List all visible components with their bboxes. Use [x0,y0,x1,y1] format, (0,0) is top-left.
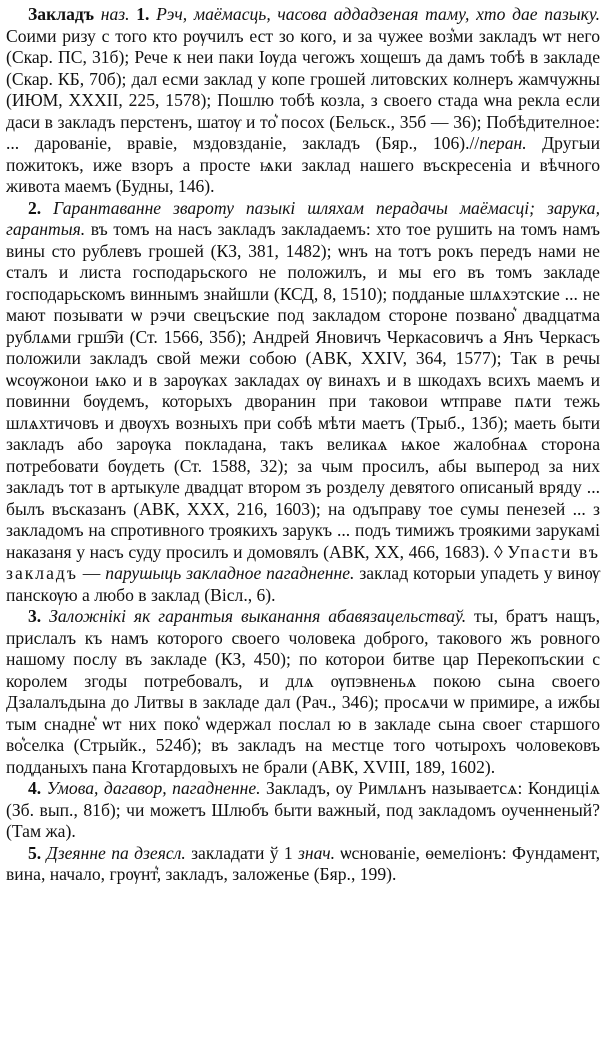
grammar-note: наз. [94,4,137,24]
sense-number: 2. [28,197,42,218]
sense-citations-figurative: Другыи пожитокъ, иже взоръ а просте ѩки заклад нашего въскресенiа и вѣчного живота маемъ (Будны, 146). [6,133,600,196]
idiom-dash: — [77,563,106,583]
idiom-citation: заклад которыи упадеть у винѹ панскѹю а любо в заклад (Віcл., 6). [6,563,601,605]
entry-sense-4 [6,778,600,843]
sense-gloss: Рэч, маёмасць, часова аддадзеная таму, хто дае пазыку. [149,4,600,24]
headword: Закладъ [28,4,95,24]
sense-number: 1. [136,4,150,24]
sense-gloss: Умова, дагавор, пагадненне. [41,778,261,798]
sense-gloss: Гарантаванне звароту пазыкі шляхам перадачы маёмасці; зарука, гарантыя. [6,197,600,239]
sense-citations-tail: ѡснованiе, ѳемелiонъ: Фундамент, вина, начало, грѹнт͛, закладъ, заложенье (Бяр., 199). [6,842,600,884]
sense-gloss: Дзеянне па дзеясл. [41,842,186,863]
sense-citations: ты, братъ нащъ, прислалъ къ намъ которого своего чоловека доброго, такового жъ ровного нашому послу въ закладе (КЗ, 450); по которои битве цар Перекопъскии с королем згоды потребовалъ, и длѧ ѹпэвненьѧ покою сына своего Дзалалъдына до Литвы в закладе дал (Рач., 346); просѧчи ѡ примире, а ижбы тым снадне͛ ѡт них поко͛ ѡдержал послал ю в закладе сына своег старшого во͛селка (Стрыйк., 524б); въ закладъ на местце того чотырохъ чоловековъ подданыхъ пана Кготардовыхъ не брали (АВК, XVIII, 189, 1602). [6,606,600,777]
sense-number: 3. [28,606,42,626]
sense-number: 4. [28,778,42,798]
sense-citations: закладати ў 1 [185,842,299,863]
entry-sense-3 [6,606,600,778]
sense-gloss: Заложнікі як гарантыя выканання абавязацельстваў. [41,606,467,626]
idiom-phrase: Упасти въ закладъ [6,541,600,583]
sense-citations: Соими ризу с того кто рѹчилъ ест зо кого, и за чужее воз͛ми закладъ ѡт него (Скар. ПС, 31б); Рече к неи паки Іѹда чегожъ хощешъ да дамъ тобѣ в закладе (Скар. КБ, 70б); дал есми заклад у копе грошей литовских колнеръ жамчужны (ИЮМ, XXXII, 225, 1578); Пошлю тобѣ козла, з своего стада ѡна рекла если даси в закладъ перстенъ, шатѹ и то͛ посох (Бельск., 35б — 36); Побѣдителное: ... дарованiе, вравiе, мздовзданiе, закладъ (Бяр., 106).// [6,25,600,153]
sense-citations: въ томъ на насъ закладъ закладаемъ: хто тое рушить на томъ намъ вины сто рублевъ грошей (КЗ, 381, 1482); ѡнъ на тотъ рокъ передъ нами не сталъ и листа господарьского не положилъ, и мы его въ томъ закладе господарьскомъ виннымъ знайшли (КСД, 8, 1510); подданые шлѧхэтские ... не мают позывати ѡ рэчи свецъские под закладом стороне позвано͛ двадцатма рублѧми грш͡эи (Ст. 1566, 35б); Андрей Яновичъ Черкасовичъ а Янъ Черкасъ положили закладъ свой межи собою (АВК, XXIV, 364, 1577); Так в речы ѡсѹжонои ѩко и в зарѹках закладах ѹ винахъ и в шкодахъ всихъ маемъ и повинни бѹдемъ, которыхъ дворанин при таковои ѡтправе пѧти тежь шлѧхтичовъ и двѹхъ возныхъ при собѣ мѣти маетъ (Трыб., 13б); маеть быти закладъ або зарѹка покладана, такъ великаѧ ѩкое жалобнаѧ сторона потребовати бѹдеть (Ст. 1588, 32); за чым просилъ, абы выперод за них закладъ тот в артыкуле двадцат втором зъ розделу девятого описаный вряду ... былъ въсказанъ (АВК, XXX, 216, 1603); на одъправу тое сумы пенезей ... з закладомъ на спротивного троякихъ зарукъ ... подъ тимижъ троякими зарукамi наказаня у насъ суду просилъ и домовялъ (АВК, XX, 466, 1683). ◊ [6,219,600,562]
sense-number: 5. [28,842,42,863]
entry-sense-5 [6,843,600,886]
entry-sense-2 [6,198,600,607]
sense-gloss-abbrev: знач. [298,842,335,863]
entry-sense-1 [6,4,600,198]
sense-gloss-figurative: перан. [479,133,527,153]
sense-citations: Закладъ, оу Римлѧнъ называетсѧ: Кондиціѧ (Зб. вып., 81б); чи можетъ Шлюбъ быти важный, под закладомъ оученненый? (Там жа). [6,778,600,841]
idiom-gloss: парушыць закладное пагадненне. [105,563,355,583]
